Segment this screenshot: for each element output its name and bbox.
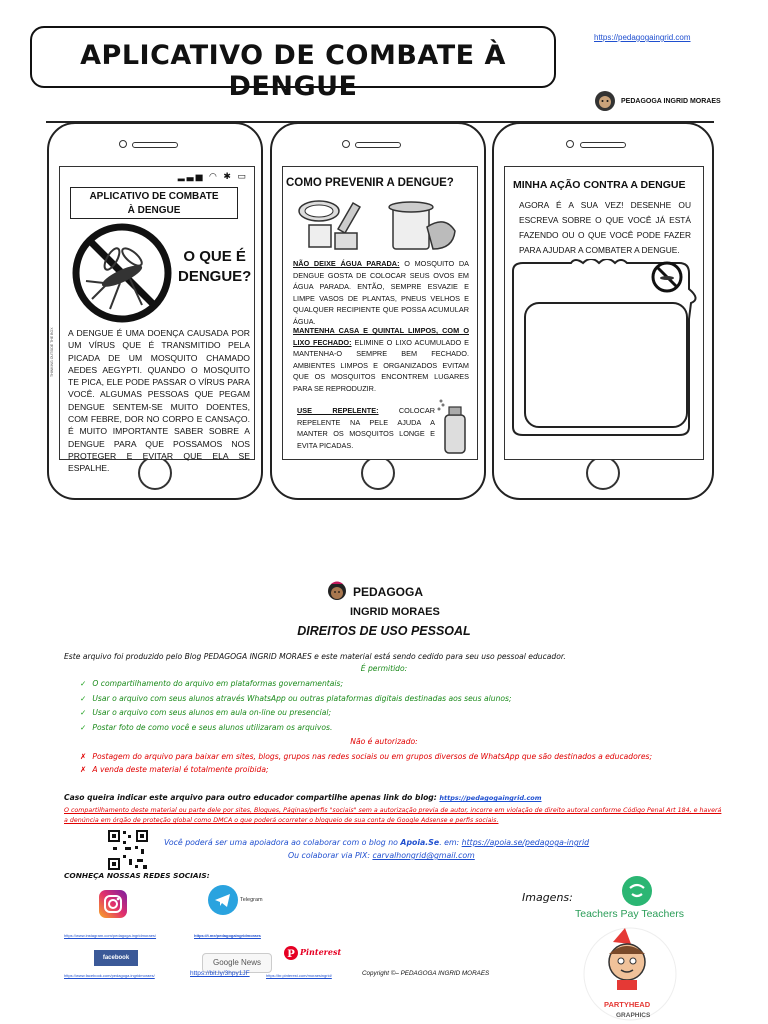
tip-trash-label: MANTENHA CASA E QUINTAL LIMPOS, COM O LIXO FECHADO: [293, 326, 469, 347]
tpt-label: Teachers Pay Teachers [575, 908, 684, 920]
phone-1 [47, 122, 263, 500]
rights-intro: Este arquivo foi produzido pelo Blog PEDAGOGA INGRID MORAES e este material está sendo cedido para seu uso pessoal educador. [64, 652, 566, 661]
phone-2-home-button [361, 456, 395, 490]
allowed-title: É permitido: [360, 664, 408, 673]
cross-icon: ✗ [80, 765, 87, 774]
svg-text:P: P [287, 949, 295, 960]
tip-repellent [297, 405, 435, 451]
phone-2-speaker [355, 142, 401, 148]
phone-3-screen [504, 166, 704, 460]
battery-icon: ▭ [237, 171, 248, 181]
partyhead-line1: PARTYHEAD [604, 1000, 651, 1009]
question-line2: DENGUE? [178, 268, 252, 285]
dengue-description: A DENGUE É UMA DOENÇA CAUSADA POR UM VÍRUS QUE É TRANSMITIDO PELA PICADA DE UM MOSQUITO CHAMADO AEDES AEGYPTI. QUANDO O MOSQUITO TE PICA, ELE PODE PASSAR O VÍRUS PARA VOCÊ. ALGUMAS PESSOAS QUE PEGAM DENGUE SENTEM-SE MUITO DOENTES, COM FEBRE, DOR NO CORPO E CANSAÇO. É MUITO IMPORTANTE SABER SOBRE A DENGUE PARA QUE POSSAMOS NOS PROTEGER E EVITAR QUE ELA SE ESPALHE. [68, 328, 250, 474]
phone-3 [492, 122, 714, 500]
telegram-label: Telegram [240, 897, 263, 903]
app-title-line2: À DENGUE [127, 205, 181, 216]
allowed-item: ✓ O compartilhamento do arquivo em plataformas governamentais; [80, 679, 344, 688]
trash-can-icon [383, 197, 463, 253]
brand-top-label: PEDAGOGA INGRID MORAES [621, 97, 721, 105]
tip-trash [293, 325, 469, 394]
images-label: Imagens: [522, 891, 573, 904]
page-title: APLICATIVO DE COMBATE À DENGUE [80, 40, 506, 102]
facebook-icon[interactable]: facebook [94, 950, 138, 966]
brand-top [592, 90, 721, 112]
cross-icon: ✗ [80, 752, 87, 761]
brand-avatar-icon [592, 90, 618, 112]
pix-email[interactable]: carvalhongrid@gmail.com [372, 851, 475, 860]
tip-water [293, 258, 469, 327]
check-icon: ✓ [80, 679, 87, 688]
app-title-box [70, 187, 238, 219]
copyright-line: Copyright ©– PEDAGOGA INGRID MORAES [362, 970, 490, 977]
blog-link-top[interactable]: https://pedagogaingrid.com [594, 33, 691, 42]
phone-3-home-button [586, 456, 620, 490]
allowed-item: ✓ Usar o arquivo com seus alunos em aula on-line ou presencial; [80, 708, 332, 717]
logo-avatar-icon [326, 581, 348, 605]
side-credit: THINKING OUTSIDE THE BOX [50, 327, 54, 377]
not-allowed-list [80, 750, 710, 776]
apoia-link[interactable]: https://apoia.se/pedagoga-ingrid [461, 838, 590, 847]
share-line [64, 793, 724, 802]
telegram-icon[interactable] [208, 885, 238, 915]
not-allowed-item: ✗ Postagem do arquivo para baixar em sites, blogs, grupos nas redes sociais ou em grupos diversos de WhatsApp que são destinados a educadores; [80, 752, 653, 761]
phone-3-camera-icon [566, 140, 574, 148]
question-line1: O QUE É [183, 248, 246, 265]
pinterest-icon[interactable] [284, 946, 298, 960]
teachers-pay-teachers-icon [622, 876, 652, 906]
copyright-warning: O compartilhamento deste material ou parte dele por sites, Blogues, Páginas/perfis "sociais" sem a autorização previa de autor, incorre em violação de direito autoral conforme Código Penal Art 184, e haverá a denúncia em órgão de proteção global como DMCA o que poderá ocorreter o bloqueio de sua conta de Google Adsense e perfis sociais. [64, 807, 722, 824]
wifi-icon: ◠ [209, 171, 219, 181]
pinterest-link[interactable]: https://br.pinterest.com/moraesingrid/ [266, 973, 332, 978]
phone-1-screen [50, 166, 255, 474]
phone-2 [270, 122, 486, 500]
rights-title: DIREITOS DE USO PESSOAL [297, 624, 471, 638]
repellent-spray-icon [437, 399, 473, 455]
signal-icon: ▂▃▅ [177, 171, 205, 181]
share-link[interactable]: https://pedagogaingrid.com [439, 794, 542, 802]
containers-illustration-icon [295, 195, 367, 253]
drawing-area[interactable] [513, 337, 691, 453]
tip-repellent-text: COLOCAR REPELENTE NA PELE AJUDA A MANTER OS MOSQUITOS LONGE E EVITA PICADAS. [297, 406, 435, 450]
allowed-list [80, 677, 720, 735]
phone-2-camera-icon [342, 140, 350, 148]
my-action-instructions: AGORA É A SUA VEZ! DESENHE OU ESCREVA SOBRE O QUE VOCÊ JÁ ESTÁ FAZENDO OU O QUE VOCÊ PODE FAZER PARA AJUDAR A COMBATER A DENGUE. [519, 200, 691, 255]
qr-code-icon[interactable] [107, 829, 149, 871]
title-box [30, 26, 556, 102]
phone-1-camera-icon [119, 140, 127, 148]
tip-water-text: O MOSQUITO DA DENGUE GOSTA DE COLOCAR SEUS OVOS EM ÁGUA PARADA. ENTÃO, SEMPRE ESVAZIE E LIMPE VASOS DE PLANTAS, PNEUS VELHOS E QUALQUER RECIPIENTE QUE POSSA ACUMULAR ÁGUA. [293, 259, 470, 326]
check-icon: ✓ [80, 708, 87, 717]
no-mosquito-icon [70, 221, 174, 325]
support-line: Você poderá ser uma apoiadora ao colaborar com o blog no Apoia.Se. em: https://apoia.se/pedagoga-ingrid [164, 838, 590, 847]
my-action-title: MINHA AÇÃO CONTRA A DENGUE [513, 179, 686, 191]
allowed-item: ✓ Postar foto de como você e seus alunos utilizaram os arquivos. [80, 722, 333, 732]
phone-2-screen [282, 166, 478, 460]
logo-line1: PEDAGOGA [353, 585, 424, 599]
instagram-link[interactable]: https://www.instagram.com/pedagoga.ingridmoraes/ [64, 933, 157, 938]
tip-water-label: NÃO DEIXE ÁGUA PARADA: [293, 259, 400, 268]
instagram-icon[interactable] [99, 890, 127, 918]
what-is-dengue-heading [178, 247, 251, 287]
status-bar-icons [178, 171, 248, 182]
not-allowed-title: Não é autorizado: [350, 737, 418, 746]
phone-3-speaker [580, 142, 626, 148]
no-mosquito-small-icon [647, 257, 687, 297]
tip-repellent-label: USE REPELENTE: [297, 406, 379, 415]
pix-line: Ou colaborar via PIX: carvalhongrid@gmail.com [288, 851, 475, 860]
prevent-title: COMO PREVENIR A DENGUE? [286, 177, 454, 189]
google-news-link[interactable]: https://bit.ly/3hpy1JF [190, 970, 250, 977]
allowed-item: ✓ Usar o arquivo com seus alunos através WhatsApp ou outras plataformas digitais destinadas aos seus alunos; [80, 693, 512, 703]
partyhead-line2: GRAPHICS [616, 1012, 651, 1019]
pinterest-label: Pinterest [300, 947, 342, 957]
google-news-icon[interactable]: Google News [202, 953, 272, 973]
apoia-label: Apoia.Se [400, 838, 440, 847]
telegram-link[interactable]: https://t.me/pedagogaingridmoraes [194, 933, 261, 938]
check-icon: ✓ [80, 722, 87, 732]
phone-1-speaker [132, 142, 178, 148]
social-title: CONHEÇA NOSSAS REDES SOCIAIS: [64, 871, 210, 880]
tip-trash-text: ELIMINE O LIXO ACUMULADO E MANTENHA-O SEMPRE BEM FECHADO. AMBIENTES LIMPOS E ORGANIZADOS EVITAM QUE OS MOSQUITOS ENCONTREM LUGARES PARA SE REPRODUZIR. [293, 337, 469, 393]
check-icon: ✓ [80, 693, 87, 703]
bluetooth-icon: ✱ [223, 171, 233, 181]
facebook-link[interactable]: https://www.facebook.com/pedagoga.ingridmoraes/ [64, 973, 155, 978]
not-allowed-item: ✗ A venda deste material é totalmente proibida; [80, 765, 269, 774]
app-title-line1: APLICATIVO DE COMBATE [89, 191, 219, 202]
logo-line2: INGRID MORAES [350, 606, 440, 618]
share-text: Caso queira indicar este arquivo para outro educador compartilhe apenas link do blog: [64, 793, 437, 802]
